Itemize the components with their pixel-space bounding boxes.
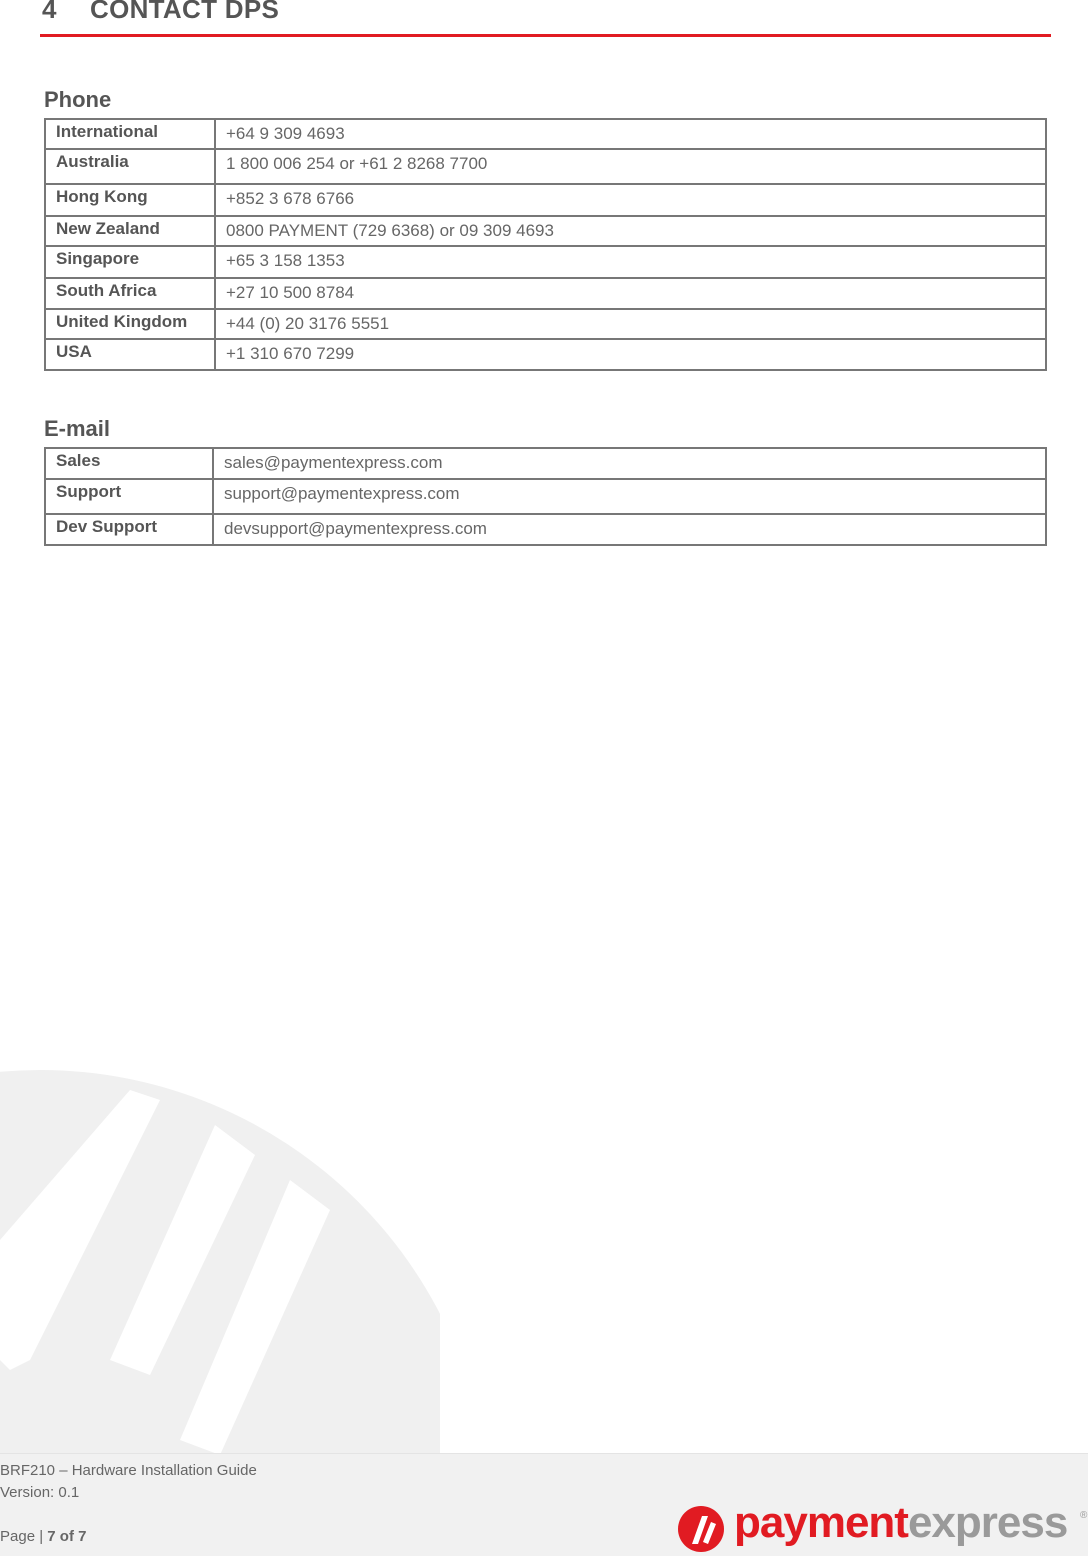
table-row	[45, 184, 1046, 216]
logo-mark-icon	[676, 1504, 726, 1554]
table-row	[45, 149, 1046, 184]
table-row	[45, 278, 1046, 309]
row-label: New Zealand	[45, 216, 215, 246]
table-row	[45, 216, 1046, 246]
email-section-title: E-mail	[44, 416, 111, 441]
section-heading	[40, 0, 1051, 37]
row-label: South Africa	[45, 278, 215, 309]
table-row	[45, 479, 1046, 514]
document-title: BRF210 – Hardware Installation Guide	[0, 1462, 257, 1479]
phone-table	[44, 118, 1047, 371]
logo-wordmark	[734, 1498, 1067, 1548]
table-row	[45, 339, 1046, 370]
row-value: support@paymentexpress.com	[213, 479, 1046, 514]
table-row	[45, 246, 1046, 278]
phone-section-title: Phone	[44, 87, 112, 112]
logo-text-payment: payment	[734, 1498, 908, 1547]
page-prefix: Page |	[0, 1528, 48, 1545]
heading-number: 4	[42, 0, 57, 24]
document-version: Version: 0.1	[0, 1484, 80, 1501]
row-value: +64 9 309 4693	[215, 119, 1046, 149]
heading-title: CONTACT DPS	[90, 0, 280, 24]
row-value: +1 310 670 7299	[215, 339, 1046, 370]
row-value: devsupport@paymentexpress.com	[213, 514, 1046, 545]
table-row	[45, 448, 1046, 479]
row-label: USA	[45, 339, 215, 370]
table-row	[45, 309, 1046, 339]
row-value: 0800 PAYMENT (729 6368) or 09 309 4693	[215, 216, 1046, 246]
row-value: +27 10 500 8784	[215, 278, 1046, 309]
row-label: Support	[45, 479, 213, 514]
row-label: Australia	[45, 149, 215, 184]
table-row	[45, 514, 1046, 545]
page-indicator	[0, 1528, 86, 1545]
row-value: 1 800 006 254 or +61 2 8268 7700	[215, 149, 1046, 184]
page-number: 7 of 7	[47, 1528, 87, 1545]
row-value: sales@paymentexpress.com	[213, 448, 1046, 479]
email-table	[44, 447, 1047, 546]
row-label: Singapore	[45, 246, 215, 278]
row-label: Hong Kong	[45, 184, 215, 216]
row-label: United Kingdom	[45, 309, 215, 339]
row-label: Sales	[45, 448, 213, 479]
row-value: +65 3 158 1353	[215, 246, 1046, 278]
row-label: Dev Support	[45, 514, 213, 545]
table-row	[45, 119, 1046, 149]
registered-mark: ®	[1080, 1510, 1088, 1521]
row-label: International	[45, 119, 215, 149]
logo-text-express: express	[907, 1498, 1068, 1547]
row-value: +44 (0) 20 3176 5551	[215, 309, 1046, 339]
row-value: +852 3 678 6766	[215, 184, 1046, 216]
